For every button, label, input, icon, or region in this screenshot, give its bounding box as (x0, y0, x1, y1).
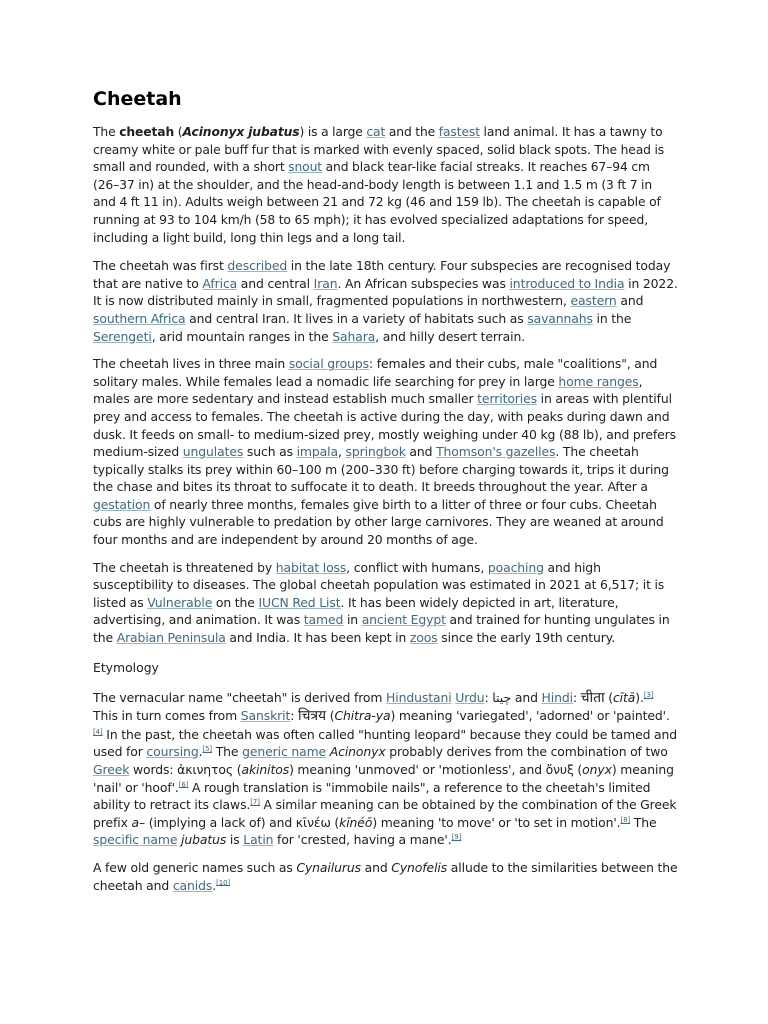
text: in (343, 612, 362, 628)
text: probably derives from the combination of two (385, 744, 668, 760)
link-iran[interactable]: Iran (313, 275, 338, 291)
text: ) meaning 'nail' or 'hoof'. (93, 762, 674, 795)
text: and (405, 444, 437, 460)
text: . The cheetah typically stalks its prey within 60–100 m (200–330 ft) before charging towards it, trips it during the chase and bites its throat to suffocate it to death. It breeds throughout the year. After a (93, 444, 669, 495)
prefix: a– (131, 814, 146, 830)
link-home-ranges[interactable]: home ranges (558, 373, 639, 389)
transliteration: kīnéō (339, 814, 373, 830)
link-savannahs[interactable]: savannahs (527, 310, 593, 326)
link-generic-name[interactable]: generic name (242, 744, 327, 760)
text: and the (385, 125, 439, 139)
link-ungulates[interactable]: ungulates (182, 444, 244, 460)
text: The cheetah is threatened by (93, 559, 276, 575)
link-social-groups[interactable]: social groups (288, 356, 370, 372)
text: since the early 19th century. (437, 630, 616, 646)
text: ). (635, 689, 644, 705)
text: in areas with plentiful prey and access to females. The cheetah is active during the day, with peaks during dawn and dusk. It feeds on small- to medium-sized prey, mostly weighing under 40 kg (88 lb), and prefers medium-sized (93, 391, 677, 460)
text: The (630, 814, 657, 830)
transliteration: akinitos (241, 762, 290, 777)
bold-term: cheetah (119, 125, 175, 139)
transliteration: cītā (612, 689, 636, 705)
text: : females and their cubs, male "coalitions", and solitary males. While females lead a nomadic life searching for prey in large (93, 356, 658, 389)
text: A rough translation is "immobile nails", a reference to the cheetah's limited ability to retract its claws. (93, 779, 651, 813)
reference-link[interactable]: [3] (643, 690, 654, 699)
link-coursing[interactable]: coursing (146, 744, 199, 760)
link-thomsons-gazelles[interactable]: Thomson's gazelles (436, 444, 556, 460)
text: This in turn comes from (93, 708, 241, 724)
link-canids[interactable]: canids (172, 877, 213, 893)
link-africa[interactable]: Africa (202, 275, 238, 291)
paragraph-intro (93, 124, 678, 247)
text: , (337, 444, 346, 460)
urdu-word: چیتا (492, 689, 512, 705)
text: and central Iran. It lives in a variety of habitats such as (185, 310, 528, 326)
paragraph-behaviour (93, 355, 678, 549)
text: of nearly three months, females give birth to a litter of three or four cubs. Cheetah cubs are highly vulnerable to predation by other large carnivores. They are weaned at around four months and are independent by around 20 months of age. (93, 496, 664, 548)
text: ) meaning 'variegated', 'adorned' or 'painted'. (390, 708, 670, 724)
text: and India. It has been kept in (225, 630, 410, 646)
text: A few old generic names such as (93, 859, 297, 875)
transliteration: onyx (582, 762, 612, 777)
link-fastest[interactable]: fastest (438, 125, 480, 139)
paragraph-old-names (93, 859, 678, 894)
link-hindi[interactable]: Hindi (541, 689, 573, 705)
text: and central (237, 275, 314, 291)
reference-link[interactable]: [8] (620, 815, 631, 824)
link-greek[interactable]: Greek (93, 762, 130, 777)
text: allude to the similarities between the cheetah and (93, 859, 678, 893)
reference-link[interactable]: [9] (451, 833, 462, 842)
text: land animal. It has a tawny to creamy white or pale buff fur that is marked with evenly spaced, solid black spots. The head is small and rounded, with a short (93, 125, 665, 175)
text: ( (604, 689, 613, 705)
paragraph-distribution (93, 257, 678, 345)
article (93, 84, 678, 904)
reference-link[interactable]: [7] (250, 798, 260, 807)
link-sahara[interactable]: Sahara (332, 328, 376, 344)
text: The cheetah lives in three main (93, 356, 289, 372)
text: . (212, 877, 217, 893)
text: ( (326, 708, 335, 724)
link-gestation[interactable]: gestation (93, 496, 151, 512)
link-vulnerable[interactable]: Vulnerable (147, 594, 213, 610)
link-latin[interactable]: Latin (243, 832, 274, 848)
text: on the (212, 594, 259, 610)
text: . (198, 744, 203, 760)
text: , males are more sedentary and instead establish much smaller (93, 373, 643, 407)
reference-link[interactable]: [6] (178, 780, 189, 789)
text: . It has been widely depicted in art, literature, advertising, and animation. It was (93, 594, 619, 628)
link-introduced-to-india[interactable]: introduced to India (509, 275, 625, 291)
text: and trained for hunting ungulates in the (93, 612, 670, 646)
text: and (360, 859, 392, 875)
text: and (511, 689, 542, 705)
text: In the past, the cheetah was often called "hunting leopard" because they could be tamed and used for (93, 726, 678, 760)
link-serengeti[interactable]: Serengeti (93, 328, 152, 344)
link-ancient-egypt[interactable]: ancient Egypt (361, 612, 446, 628)
link-described[interactable]: described (227, 258, 288, 274)
link-zoos[interactable]: zoos (409, 630, 438, 646)
link-territories[interactable]: territories (477, 391, 538, 407)
text: ) is a large (299, 125, 367, 139)
text: The (212, 744, 243, 760)
text: and (616, 293, 644, 309)
transliteration: Chitra-ya (334, 708, 391, 724)
paragraph-conservation (93, 559, 678, 647)
link-springbok[interactable]: springbok (345, 444, 406, 460)
link-sanskrit[interactable]: Sanskrit (240, 708, 291, 724)
link-impala[interactable]: impala (296, 444, 338, 460)
text: words: ἀκινητος ( (129, 762, 242, 777)
link-snout[interactable]: snout (288, 160, 322, 175)
genus-name: Acinonyx (329, 744, 386, 760)
text: such as (243, 444, 297, 460)
text: in the late 18th century. Four subspecies are recognised today that are native to (93, 258, 671, 291)
link-southern-africa[interactable]: southern Africa (93, 310, 186, 326)
genus-name: Cynofelis (391, 859, 448, 875)
link-specific-name[interactable]: specific name (93, 832, 178, 848)
text: is (226, 832, 244, 848)
paragraph-etymology (93, 689, 678, 849)
text: in the (592, 310, 632, 326)
genus-name: Cynailurus (296, 859, 361, 875)
sanskrit-word: चित्रय (298, 708, 327, 725)
text: : (290, 708, 298, 724)
link-cat[interactable]: cat (366, 125, 386, 139)
text: in 2022. It is now distributed mainly in small, fragmented populations in northwestern, (93, 275, 678, 309)
link-habitat-loss[interactable]: habitat loss (275, 559, 347, 575)
text: ) meaning 'to move' or 'to set in motion'. (372, 814, 621, 830)
text: The vernacular name "cheetah" is derived from (93, 689, 387, 705)
link-poaching[interactable]: poaching (487, 559, 544, 575)
link-tamed[interactable]: tamed (303, 612, 344, 628)
reference-link[interactable]: [5] (202, 745, 213, 754)
link-eastern[interactable]: eastern (570, 293, 617, 309)
hindi-word: चीता (580, 689, 605, 706)
text: The (93, 125, 120, 139)
text: and black tear-like facial streaks. It reaches 67–94 cm (26–37 in) at the shoulder, and the head-and-body length is between 1.1 and 1.5 m (3 ft 7 in and 4 ft 11 in). Adults weigh between 21 and 72 kg (46 and 159 lb). The cheetah is capable of running at 93 to 104 km/h (58 to 65 mph); it has evolved specialized adaptations for speed, including a light build, long thin legs and a long tail. (93, 160, 661, 245)
text: The cheetah was first (93, 258, 228, 274)
section-heading-etymology: Etymology (93, 659, 159, 675)
scientific-name: Acinonyx jubatus (182, 125, 300, 139)
link-urdu[interactable]: Urdu (455, 689, 485, 705)
text: : (484, 689, 493, 705)
text: , arid mountain ranges in the (151, 328, 333, 344)
text: ( (174, 125, 183, 139)
link-arabian-peninsula[interactable]: Arabian Peninsula (116, 630, 226, 646)
text: for 'crested, having a mane'. (273, 832, 452, 848)
text: A similar meaning can be obtained by the combination of the Greek prefix (93, 797, 677, 830)
text: , and hilly desert terrain. (375, 328, 526, 344)
text: (implying a lack of) and κῑνέω ( (145, 814, 340, 830)
reference-link[interactable]: [4] (93, 727, 103, 736)
species-name: jubatus (181, 832, 227, 848)
reference-link[interactable]: [10] (216, 878, 231, 887)
text: . An African subspecies was (337, 275, 510, 291)
link-hindustani[interactable]: Hindustani (386, 689, 452, 705)
page-title: Cheetah (93, 88, 182, 110)
text: ) meaning 'unmoved' or 'motionless', and ὄνυξ ( (289, 762, 583, 777)
text: : (572, 689, 581, 705)
text: and high susceptibility to diseases. The global cheetah population was estimated in 2021 at 6,517; it is listed as (93, 559, 665, 610)
text: , conflict with humans, (346, 559, 488, 575)
link-iucn-red-list[interactable]: IUCN Red List (258, 594, 341, 610)
